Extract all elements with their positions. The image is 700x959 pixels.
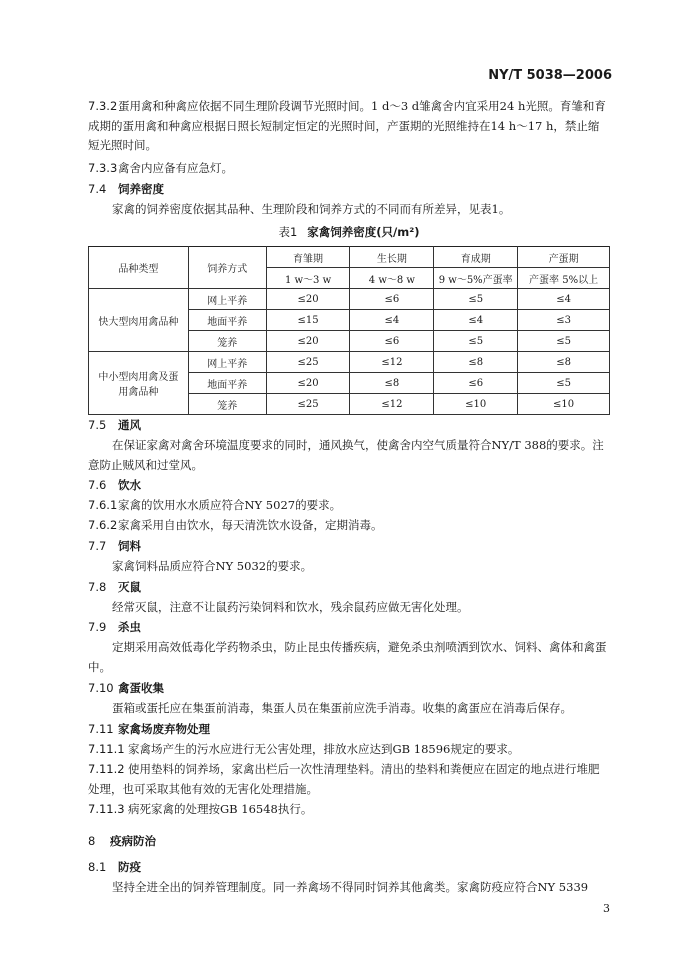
table-row bbox=[89, 352, 610, 373]
header-range: 1 w～3 w bbox=[266, 268, 350, 289]
paragraph-7-5: 在保证家禽对禽舍环境温度要求的同时，通风换气，使禽舍内空气质量符合NY/T 388的要求。注意防止贼风和过堂风。 bbox=[88, 438, 604, 472]
table-caption bbox=[88, 224, 610, 240]
heading-number: 8.1 bbox=[88, 860, 107, 874]
heading-7-8 bbox=[88, 578, 610, 598]
breed-cell: 中小型肉用禽及蛋用禽品种 bbox=[89, 352, 189, 415]
value-cell: ≤4 bbox=[434, 310, 518, 331]
value-cell: ≤8 bbox=[518, 352, 610, 373]
value-cell: ≤8 bbox=[434, 352, 518, 373]
header-phase: 生长期 bbox=[350, 247, 434, 268]
heading-title: 通风 bbox=[118, 418, 141, 432]
heading-number: 8 bbox=[88, 834, 96, 848]
value-cell: ≤25 bbox=[266, 394, 350, 415]
clause-text: 禽舍内应备有应急灯。 bbox=[118, 161, 233, 175]
heading-title: 禽蛋收集 bbox=[118, 681, 164, 695]
density-table bbox=[88, 246, 610, 415]
value-cell: ≤5 bbox=[518, 331, 610, 352]
clause-number: 7.3.2 bbox=[88, 99, 118, 113]
heading-7-9 bbox=[88, 618, 610, 638]
value-cell: ≤20 bbox=[266, 289, 350, 310]
paragraph-7-10: 蛋箱或蛋托应在集蛋前消毒，集蛋人员在集蛋前应洗手消毒。收集的禽蛋应在消毒后保存。 bbox=[112, 701, 572, 715]
heading-number: 7.9 bbox=[88, 620, 107, 634]
heading-title: 防疫 bbox=[118, 860, 141, 874]
heading-number: 7.8 bbox=[88, 580, 107, 594]
value-cell: ≤5 bbox=[434, 289, 518, 310]
header-range: 9 w～5%产蛋率 bbox=[434, 268, 518, 289]
value-cell: ≤6 bbox=[434, 373, 518, 394]
header-range: 4 w～8 w bbox=[350, 268, 434, 289]
value-cell: ≤4 bbox=[350, 310, 434, 331]
clause-7-11-1 bbox=[88, 740, 610, 760]
heading-8 bbox=[88, 832, 610, 852]
heading-title: 灭鼠 bbox=[118, 580, 141, 594]
heading-number: 7.4 bbox=[88, 182, 107, 196]
table-header-row bbox=[89, 247, 610, 268]
standard-code: NY/T 5038—2006 bbox=[488, 68, 612, 83]
value-cell: ≤3 bbox=[518, 310, 610, 331]
paragraph-7-4: 家禽的饲养密度依据其品种、生理阶段和饲养方式的不同而有所差异，见表1。 bbox=[112, 202, 511, 216]
clause-text: 使用垫料的饲养场，家禽出栏后一次性清理垫料。清出的垫料和粪便应在固定的地点进行堆肥处理，也可采取其他有效的无害化处理措施。 bbox=[88, 762, 600, 796]
page-number: 3 bbox=[603, 902, 610, 915]
clause-number: 7.11.1 bbox=[88, 742, 125, 756]
method-cell: 笼养 bbox=[188, 331, 266, 352]
heading-8-1 bbox=[88, 858, 610, 878]
method-cell: 网上平养 bbox=[188, 289, 266, 310]
heading-7-5 bbox=[88, 416, 610, 436]
header-phase: 育雏期 bbox=[266, 247, 350, 268]
heading-title: 杀虫 bbox=[118, 620, 141, 634]
clause-number: 7.6.2 bbox=[88, 518, 118, 532]
table-row bbox=[89, 289, 610, 310]
clause-7-6-2 bbox=[88, 516, 610, 536]
heading-title: 疫病防治 bbox=[110, 834, 156, 848]
breed-cell: 快大型肉用禽品种 bbox=[89, 289, 189, 352]
heading-title: 饲料 bbox=[118, 539, 141, 553]
paragraph-7-7: 家禽饲料品质应符合NY 5032的要求。 bbox=[112, 559, 313, 573]
value-cell: ≤6 bbox=[350, 289, 434, 310]
value-cell: ≤10 bbox=[518, 394, 610, 415]
heading-number: 7.6 bbox=[88, 478, 107, 492]
value-cell: ≤20 bbox=[266, 331, 350, 352]
value-cell: ≤12 bbox=[350, 394, 434, 415]
value-cell: ≤25 bbox=[266, 352, 350, 373]
clause-text: 家禽场产生的污水应进行无公害处理，排放水应达到GB 18596规定的要求。 bbox=[128, 742, 520, 756]
clause-text: 蛋用禽和种禽应依据不同生理阶段调节光照时间。1 d～3 d雏禽舍内宜采用24 h光照。育雏和育成期的蛋用禽和种禽应根据日照长短制定恒定的光照时间，产蛋期的光照维持在14 h～17 h，禁止缩短光照时间。 bbox=[88, 99, 606, 152]
heading-number: 7.7 bbox=[88, 539, 107, 553]
heading-7-4 bbox=[88, 180, 610, 200]
clause-number: 7.6.1 bbox=[88, 498, 118, 512]
value-cell: ≤5 bbox=[434, 331, 518, 352]
clause-text: 家禽采用自由饮水，每天清洗饮水设备，定期消毒。 bbox=[118, 518, 383, 532]
value-cell: ≤10 bbox=[434, 394, 518, 415]
heading-7-11 bbox=[88, 720, 610, 740]
header-range: 产蛋率 5%以上 bbox=[518, 268, 610, 289]
value-cell: ≤6 bbox=[350, 331, 434, 352]
header-method: 饲养方式 bbox=[188, 247, 266, 289]
clause-text: 家禽的饮用水水质应符合NY 5027的要求。 bbox=[118, 498, 342, 512]
clause-7-11-3 bbox=[88, 800, 610, 820]
method-cell: 地面平养 bbox=[188, 373, 266, 394]
value-cell: ≤4 bbox=[518, 289, 610, 310]
header-breed: 品种类型 bbox=[89, 247, 189, 289]
paragraph-7-9: 定期采用高效低毒化学药物杀虫，防止昆虫传播疾病，避免杀虫剂喷洒到饮水、饲料、禽体和禽蛋中。 bbox=[88, 640, 607, 674]
heading-title: 饲养密度 bbox=[118, 182, 164, 196]
heading-7-10 bbox=[88, 679, 610, 699]
method-cell: 地面平养 bbox=[188, 310, 266, 331]
clause-number: 7.3.3 bbox=[88, 161, 118, 175]
heading-number: 7.5 bbox=[88, 418, 107, 432]
value-cell: ≤5 bbox=[518, 373, 610, 394]
heading-title: 饮水 bbox=[118, 478, 141, 492]
table-label: 表1 bbox=[278, 225, 298, 239]
paragraph-8-1: 坚持全进全出的饲养管理制度。同一养禽场不得同时饲养其他禽类。家禽防疫应符合NY 5339 bbox=[112, 880, 589, 894]
paragraph-7-8: 经常灭鼠，注意不让鼠药污染饲料和饮水，残余鼠药应做无害化处理。 bbox=[112, 600, 469, 614]
clause-7-3-3 bbox=[88, 159, 610, 179]
heading-7-6 bbox=[88, 476, 610, 496]
heading-title: 家禽场废弃物处理 bbox=[118, 722, 210, 736]
method-cell: 网上平养 bbox=[188, 352, 266, 373]
method-cell: 笼养 bbox=[188, 394, 266, 415]
clause-number: 7.11.3 bbox=[88, 802, 125, 816]
clause-7-6-1 bbox=[88, 496, 610, 516]
value-cell: ≤8 bbox=[350, 373, 434, 394]
clause-7-11-2 bbox=[88, 760, 610, 799]
clause-text: 病死家禽的处理按GB 16548执行。 bbox=[128, 802, 313, 816]
heading-number: 7.11 bbox=[88, 722, 114, 736]
header-phase: 产蛋期 bbox=[518, 247, 610, 268]
heading-7-7 bbox=[88, 537, 610, 557]
value-cell: ≤15 bbox=[266, 310, 350, 331]
clause-7-3-2 bbox=[88, 97, 610, 156]
heading-number: 7.10 bbox=[88, 681, 114, 695]
header-phase: 育成期 bbox=[434, 247, 518, 268]
clause-number: 7.11.2 bbox=[88, 762, 125, 776]
value-cell: ≤12 bbox=[350, 352, 434, 373]
value-cell: ≤20 bbox=[266, 373, 350, 394]
table-title: 家禽饲养密度(只/m²) bbox=[307, 225, 420, 239]
